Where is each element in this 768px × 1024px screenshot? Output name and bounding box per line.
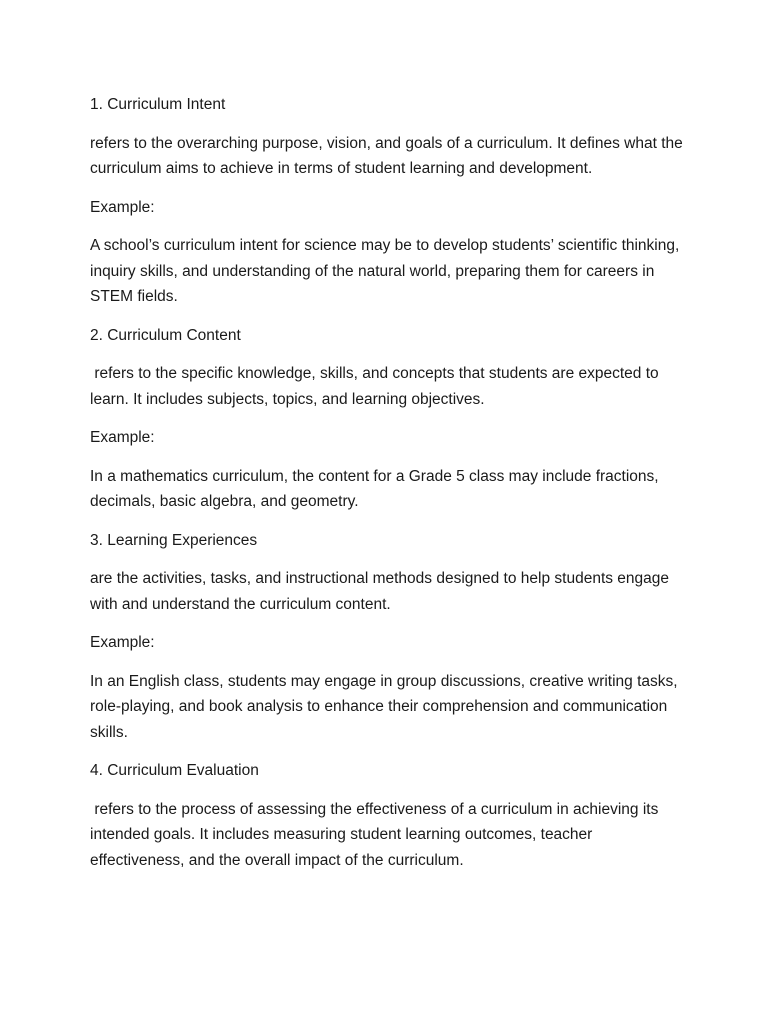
section-definition: refers to the specific knowledge, skills, and concepts that students are expected to learn. It includes subjects, topics, and learning objectives. xyxy=(90,365,663,408)
section-definition: are the activities, tasks, and instructional methods designed to help students engage with and understand the curriculum content. xyxy=(90,570,674,613)
example-text: A school’s curriculum intent for science may be to develop students’ scientific thinking, inquiry skills, and understanding of the natural world, preparing them for careers in STEM fields. xyxy=(90,237,684,305)
example-label: Example: xyxy=(90,429,155,446)
example-label: Example: xyxy=(90,634,155,651)
document-body xyxy=(90,92,690,886)
example-text: In an English class, students may engage in group discussions, creative writing tasks, role-playing, and book analysis to enhance their comprehension and communication skills. xyxy=(90,672,682,741)
section-heading: 1. Curriculum Intent xyxy=(90,96,226,113)
section-definition: refers to the overarching purpose, vision, and goals of a curriculum. It defines what the curriculum aims to achieve in terms of student learning and development. xyxy=(90,134,688,177)
section-heading: 3. Learning Experiences xyxy=(90,531,258,549)
example-label: Example: xyxy=(90,198,155,216)
section-heading: 4. Curriculum Evaluation xyxy=(90,762,259,779)
section-heading: 2. Curriculum Content xyxy=(90,326,241,344)
section-definition: refers to the process of assessing the effectiveness of a curriculum in achieving its intended goals. It includes measuring student learning outcomes, teacher effectiveness, and the overall impact of the curriculum. xyxy=(90,800,663,869)
example-text: In a mathematics curriculum, the content for a Grade 5 class may include fractions, decimals, basic algebra, and geometry. xyxy=(90,467,663,510)
